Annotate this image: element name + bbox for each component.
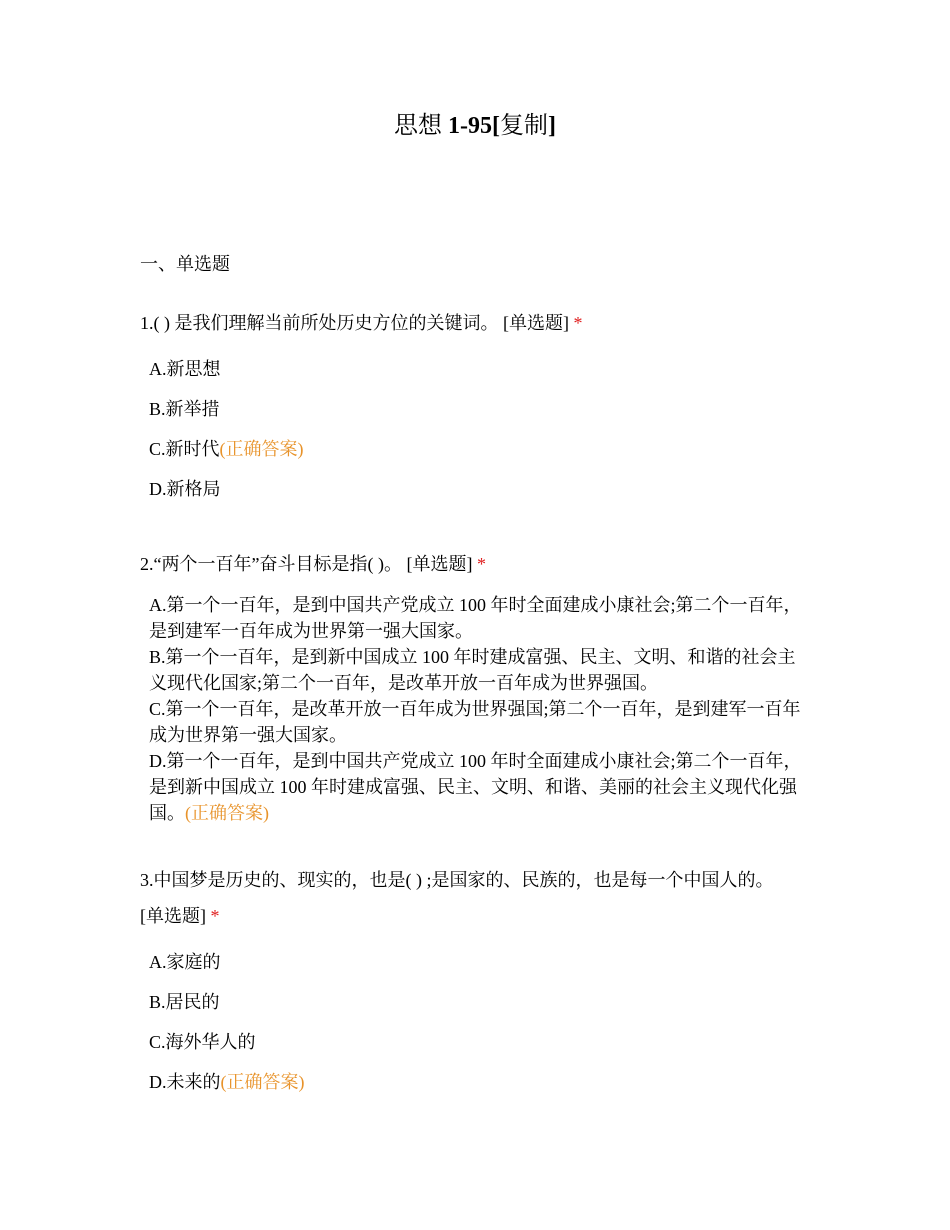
- question-stem: [140, 862, 820, 934]
- correct-answer-label: (正确答案): [219, 439, 304, 459]
- question-type-label: [单选题]: [140, 906, 206, 926]
- title-prefix: 思想: [394, 113, 448, 139]
- required-mark: *: [573, 313, 583, 333]
- question-text: 1.( ) 是我们理解当前所处历史方位的关键词。: [140, 313, 499, 333]
- question-type-label: [单选题]: [406, 554, 473, 574]
- page-title: [0, 110, 950, 142]
- option-b[interactable]: B.新举措: [149, 399, 220, 419]
- option-a[interactable]: A.新思想: [149, 359, 221, 379]
- correct-answer-label: (正确答案): [220, 1072, 305, 1092]
- option-c[interactable]: C.新时代(正确答案): [149, 439, 304, 459]
- question-1: [140, 305, 820, 509]
- section-heading: 一、单选题: [140, 254, 230, 274]
- correct-answer-label: (正确答案): [185, 803, 269, 823]
- required-mark: *: [476, 554, 486, 574]
- option-b[interactable]: B.居民的: [149, 992, 220, 1012]
- option-c[interactable]: C.第一个一百年，是改革开放一百年成为世界强国;第二个一百年，是到建军一百年成为世界第一强大国家。: [149, 699, 801, 745]
- option-d[interactable]: D.新格局: [149, 479, 221, 499]
- question-stem: [140, 546, 820, 582]
- option-d[interactable]: D.第一个一百年，是到中国共产党成立 100 年时全面建成小康社会;第二个一百年，是到新中国成立 100 年时建成富强、民主、文明、和谐、美丽的社会主义现代化强国。(正确答案): [149, 751, 802, 823]
- option-c[interactable]: C.海外华人的: [149, 1032, 256, 1052]
- options-list: [140, 592, 820, 826]
- required-mark: *: [210, 906, 220, 926]
- question-2: [140, 546, 820, 826]
- title-number: 1-95[: [448, 113, 500, 139]
- options-list: [140, 349, 820, 509]
- question-text: 2.“两个一百年”奋斗目标是指( )。: [140, 554, 402, 574]
- option-b[interactable]: B.第一个一百年，是到新中国成立 100 年时建成富强、民主、文明、和谐的社会主义现代化国家;第二个一百年，是改革开放一百年成为世界强国。: [149, 647, 796, 693]
- options-list: [140, 942, 820, 1102]
- question-text: 3.中国梦是历史的、现实的，也是( ) ;是国家的、民族的，也是每一个中国人的。: [140, 870, 774, 890]
- question-stem: [140, 305, 820, 341]
- question-3: [140, 862, 820, 1102]
- option-d[interactable]: D.未来的(正确答案): [149, 1072, 305, 1092]
- title-middle: 复制: [499, 113, 548, 139]
- option-a[interactable]: A.第一个一百年，是到中国共产党成立 100 年时全面建成小康社会;第二个一百年，是到建军一百年成为世界第一强大国家。: [149, 595, 802, 641]
- option-a[interactable]: A.家庭的: [149, 952, 221, 972]
- title-suffix: ]: [547, 113, 556, 139]
- question-type-label: [单选题]: [503, 313, 569, 333]
